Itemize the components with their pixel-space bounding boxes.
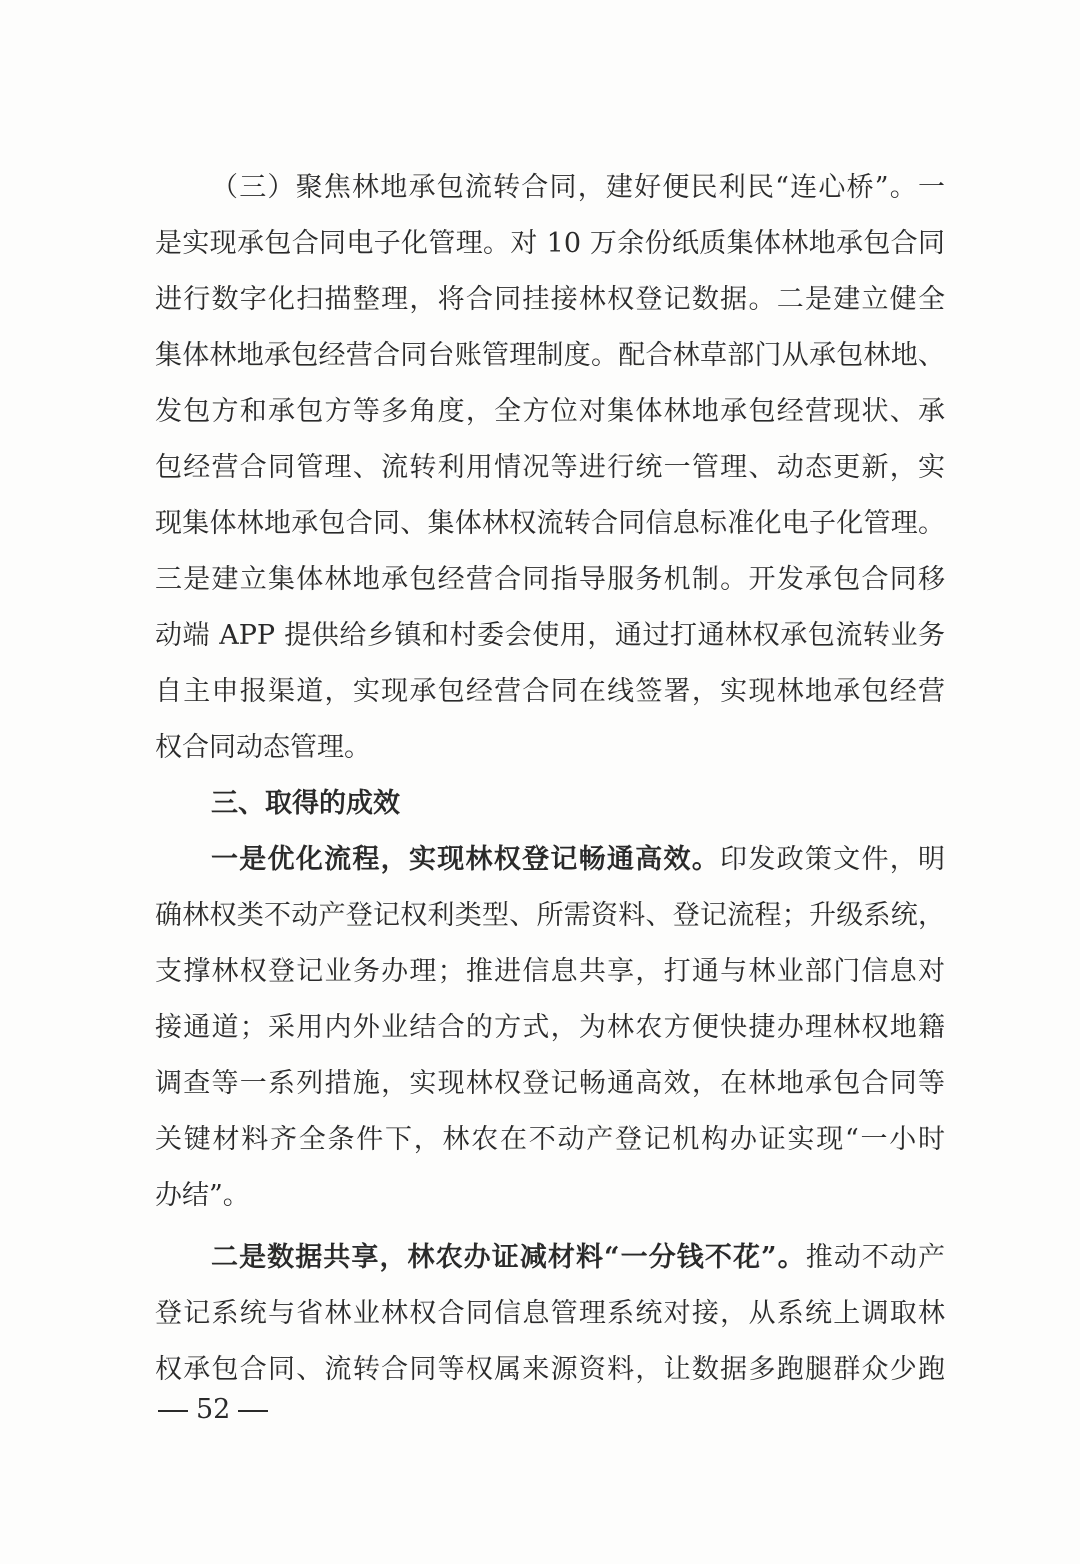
- dash-right: [238, 1410, 268, 1412]
- text-line: 接通道；采用内外业结合的方式，为林农方便快捷办理林权地籍: [155, 1012, 945, 1043]
- text-span: 推动不动产: [805, 1242, 946, 1273]
- text-line: 关键材料齐全条件下，林农在不动产登记机构办证实现“一小时: [155, 1124, 945, 1155]
- text-line: 三是建立集体林地承包经营合同指导服务机制。开发承包合同移: [155, 564, 945, 595]
- text-line: 动端 APP 提供给乡镇和村委会使用，通过打通林权承包流转业务: [155, 620, 945, 651]
- text-line: 权合同动态管理。: [155, 732, 371, 763]
- bold-lead: 一是优化流程，实现林权登记畅通高效。: [211, 844, 721, 875]
- text-line: （三）聚焦林地承包流转合同，建好便民利民“连心桥”。一: [211, 172, 945, 203]
- body-text: [155, 160, 945, 1398]
- text-line: 是实现承包合同电子化管理。对 10 万余份纸质集体林地承包合同: [155, 228, 945, 259]
- text-span: 印发政策文件，明: [720, 844, 946, 875]
- section-heading: 三、取得的成效: [211, 788, 400, 819]
- bold-lead: 二是数据共享，林农办证减材料“一分钱不花”。: [211, 1242, 806, 1273]
- text-line: 办结”。: [155, 1180, 250, 1211]
- text-line: 包经营合同管理、流转利用情况等进行统一管理、动态更新，实: [155, 452, 945, 483]
- paragraph-result-1: [155, 832, 945, 1224]
- text-line: 支撑林权登记业务办理；推进信息共享，打通与林业部门信息对: [155, 956, 945, 987]
- text-line: 进行数字化扫描整理，将合同挂接林权登记数据。二是建立健全: [155, 284, 945, 315]
- text-line: 权承包合同、流转合同等权属来源资料，让数据多跑腿群众少跑: [155, 1354, 945, 1385]
- text-line: 确林权类不动产登记权利类型、所需资料、登记流程；升级系统，: [155, 900, 945, 931]
- text-line: [155, 832, 945, 888]
- text-line: 自主申报渠道，实现承包经营合同在线签署，实现林地承包经营: [155, 676, 945, 707]
- page-footer: [150, 1390, 276, 1430]
- text-line: 发包方和承包方等多角度，全方位对集体林地承包经营现状、承: [155, 396, 945, 427]
- text-line: 调查等一系列措施，实现林权登记畅通高效，在林地承包合同等: [155, 1068, 945, 1099]
- text-line: 登记系统与省林业林权合同信息管理系统对接，从系统上调取林: [155, 1298, 945, 1329]
- text-line: 集体林地承包经营合同台账管理制度。配合林草部门从承包林地、: [155, 340, 945, 371]
- paragraph-section-3: [155, 160, 945, 776]
- text-line: 现集体林地承包合同、集体林权流转合同信息标准化电子化管理。: [155, 508, 945, 539]
- dash-left: [158, 1410, 188, 1412]
- paragraph-result-2: [155, 1230, 945, 1398]
- page-number: 52: [196, 1394, 231, 1425]
- text-line: [155, 1230, 945, 1286]
